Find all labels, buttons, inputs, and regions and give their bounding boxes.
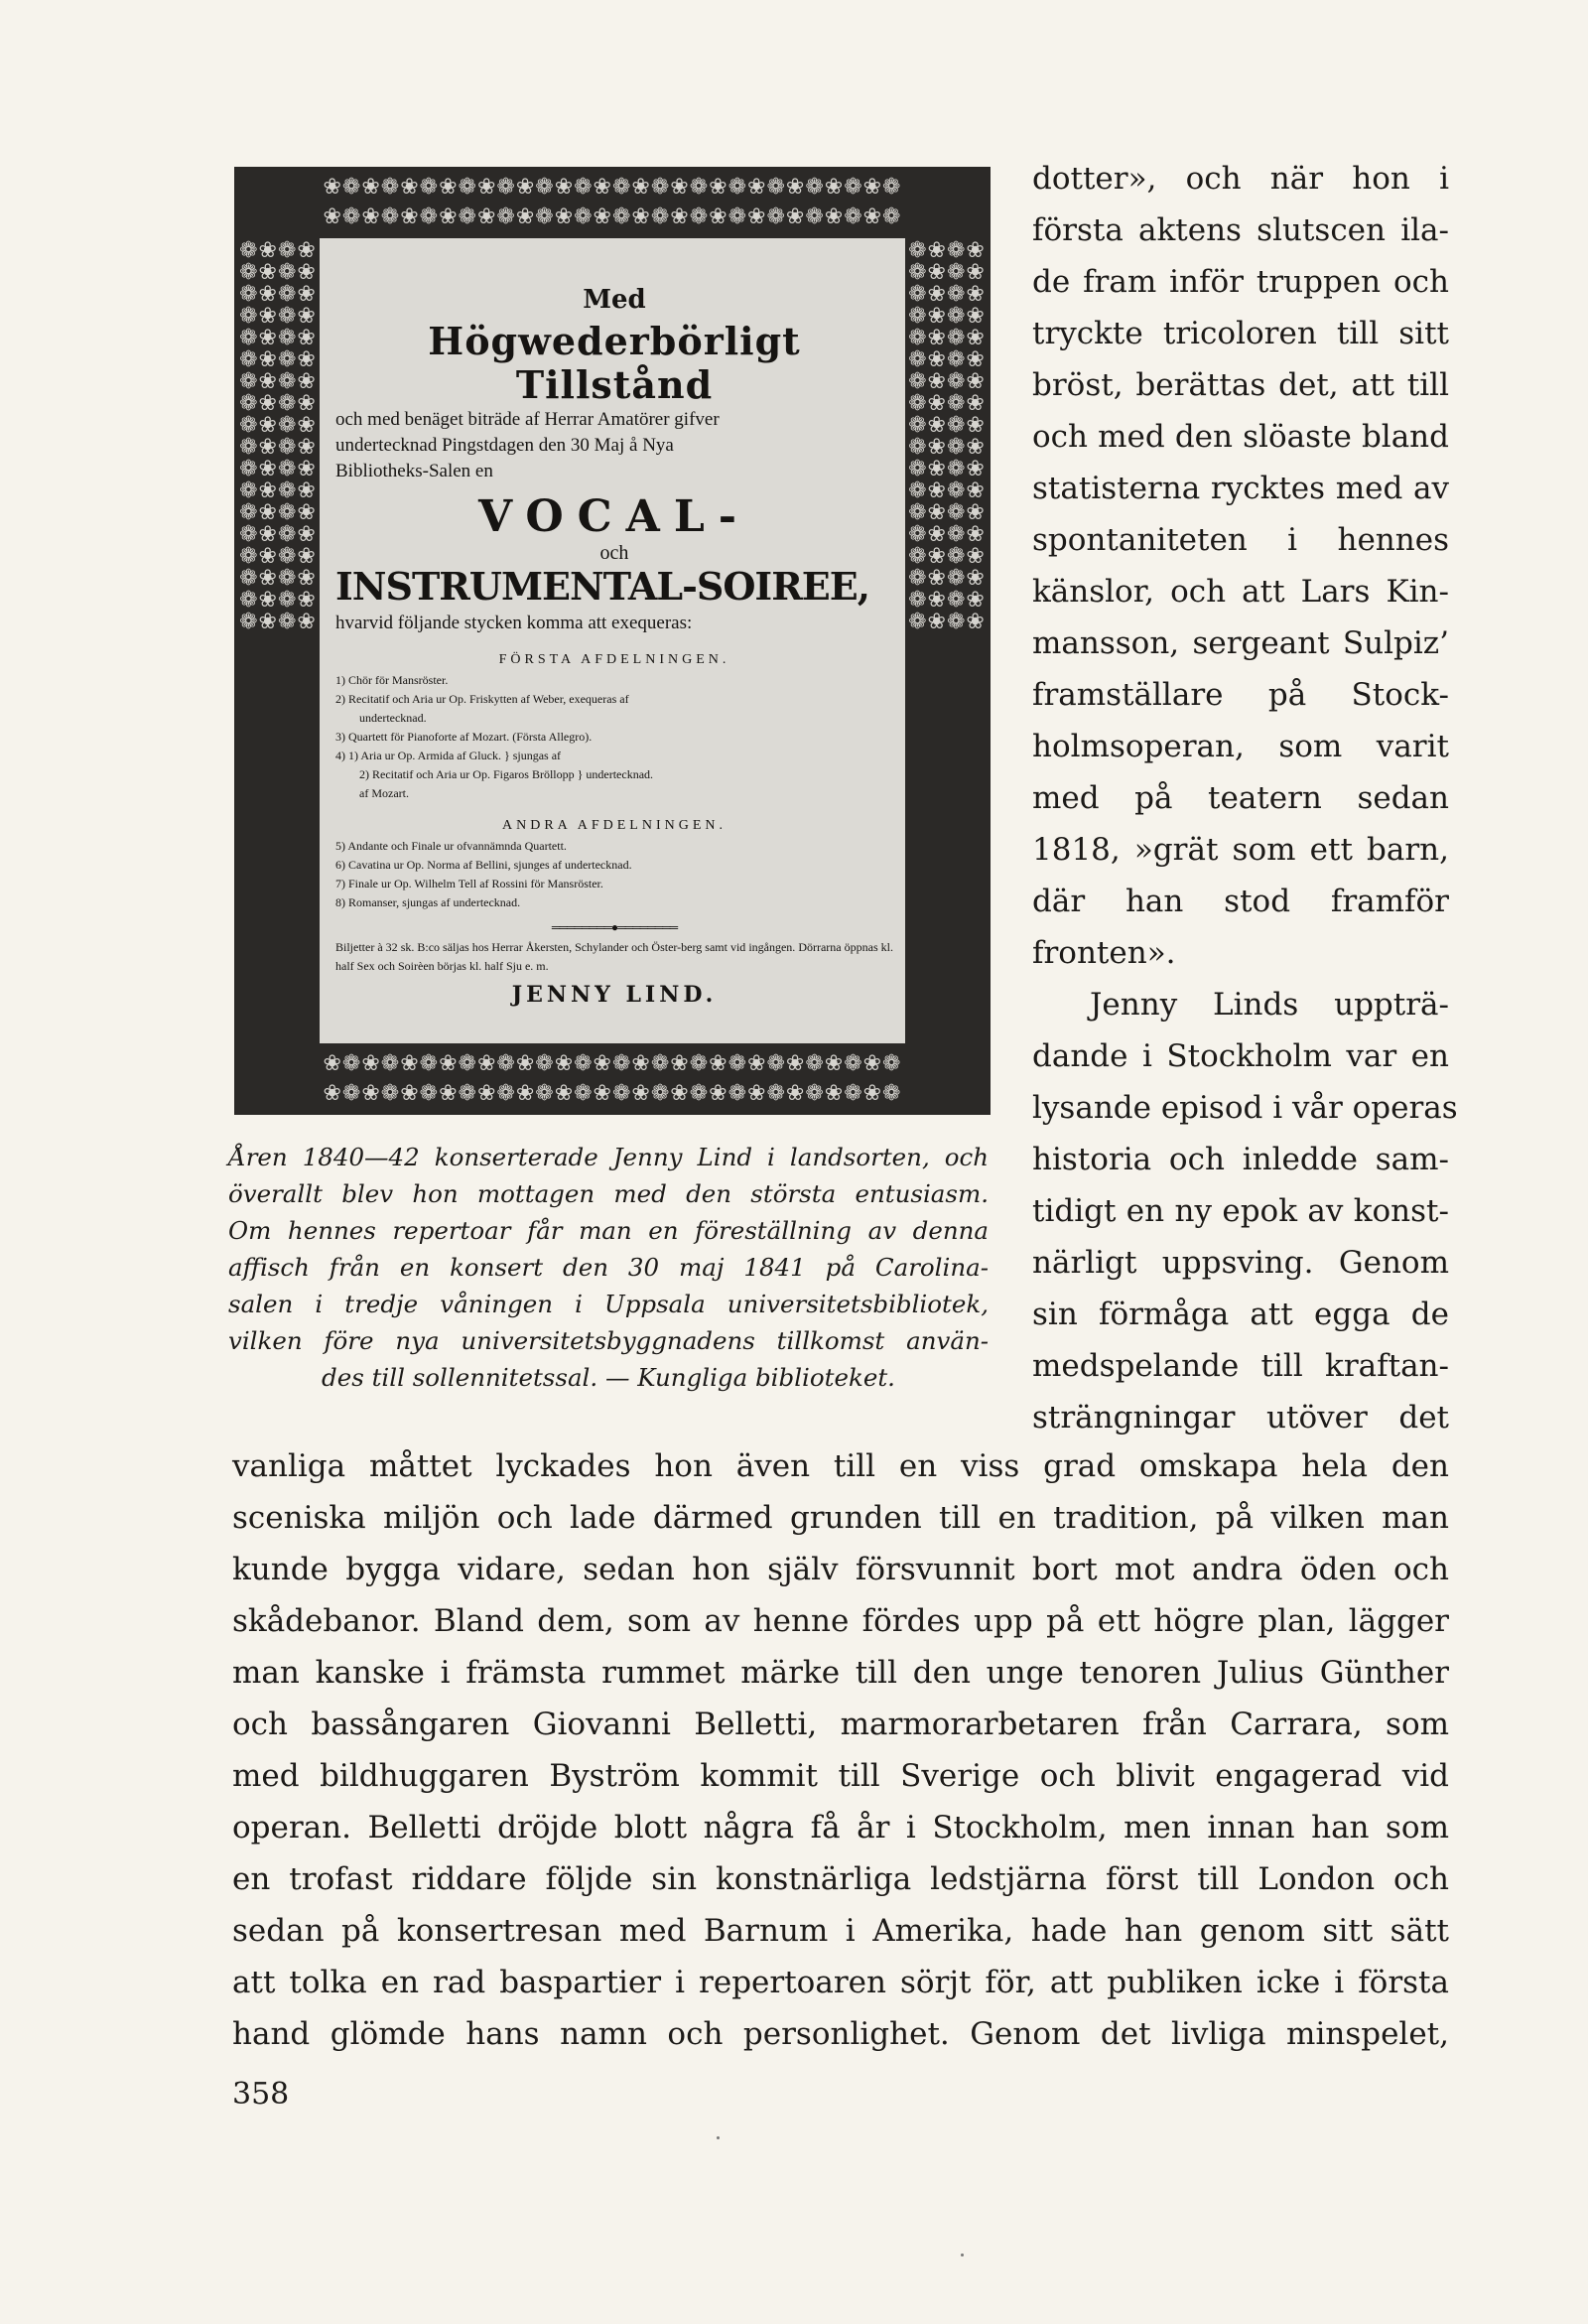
- text-line: Jenny Linds uppträ-: [1090, 987, 1449, 1023]
- text-line: historia och inledde sam-: [1032, 1142, 1449, 1177]
- poster-text-area: [320, 238, 905, 1043]
- text-line: framställare på Stock-: [1032, 677, 1449, 713]
- caption-line: vilken före nya universitetsbyggnadens tillkomst använ-: [228, 1326, 989, 1355]
- page-number: 358: [232, 2077, 290, 2112]
- text-line: spontaniteten i hennes: [1032, 522, 1449, 558]
- ornament-row-bottom-2: ❀❁❀❁❀❁❀❁❀❁❀❁❀❁❀❁❀❁❀❁❀❁❀❁❀❁❀❁❀❁: [323, 1083, 902, 1105]
- program-item: 8) Romanser, sjungas af undertecknad.: [335, 895, 521, 909]
- text-line: med på teatern sedan: [1032, 780, 1449, 816]
- text-line: tryckte tricoloren till sitt: [1032, 316, 1449, 351]
- poster-separator: ════════●════════: [551, 920, 678, 934]
- text-line: 1818, »grät som ett barn,: [1032, 832, 1449, 868]
- caption-line: Om hennes repertoar får man en föreställning av denna: [228, 1216, 989, 1245]
- text-line: och bassångaren Giovanni Belletti, marmorarbetaren från Carrara, som: [232, 1707, 1449, 1742]
- text-line: att tolka en rad baspartier i repertoaren sörjt för, att publiken icke i första: [232, 1965, 1449, 2000]
- program-item: 2) Recitatif och Aria ur Op. Figaros Bröllopp } undertecknad.: [359, 767, 654, 781]
- text-line: statisterna rycktes med av: [1032, 471, 1449, 506]
- caption-line: affisch från en konsert den 30 maj 1841 på Carolina-: [228, 1253, 989, 1282]
- ornament-column-left: ❁❀❁❀❁❀❁❀❁❀❁❀❁❀❁❀❁❀❁❀❁❀❁❀❁❀❁❀❁❀❁❀❁❀❁❀❁❀❁❀❁❀❁❀❁❀❁❀❁❀❁❀❁❀❁❀❁❀❁❀❁❀❁❀❁❀❁❀❁❀❁❀: [239, 240, 317, 634]
- text-line: mansson, sergeant Sulpiz’: [1032, 625, 1449, 661]
- text-line: första aktens slutscen ila-: [1032, 212, 1449, 248]
- poster-section-first: FÖRSTA AFDELNINGEN.: [498, 652, 730, 667]
- text-line: sedan på konsertresan med Barnum i Amerika, hade han genom sitt sätt: [232, 1913, 1449, 1949]
- ornament-row-top-1: ❀❁❀❁❀❁❀❁❀❁❀❁❀❁❀❁❀❁❀❁❀❁❀❁❀❁❀❁❀❁: [323, 177, 902, 199]
- text-line: tidigt en ny epok av konst-: [1032, 1193, 1449, 1229]
- program-item: 6) Cavatina ur Op. Norma af Bellini, sjunges af undertecknad.: [335, 858, 632, 872]
- poster-signature: JENNY LIND.: [511, 982, 718, 1008]
- text-line: dotter», och när hon i: [1032, 161, 1449, 197]
- program-item: 4) 1) Aria ur Op. Armida af Gluck. } sjungas af: [335, 749, 562, 762]
- text-line: en trofast riddare följde sin konstnärliga ledstjärna först till London och: [232, 1861, 1449, 1897]
- text-line: operan. Belletti dröjde blott några få år i Stockholm, men innan han som: [232, 1810, 1449, 1846]
- program-item: 5) Andante och Finale ur ofvannämnda Quartett.: [335, 839, 567, 853]
- poster-intro-line: och med benäget biträde af Herrar Amatörer gifver: [335, 409, 720, 430]
- text-line: bröst, berättas det, att till: [1032, 367, 1449, 403]
- ornament-column-right: ❁❀❁❀❁❀❁❀❁❀❁❀❁❀❁❀❁❀❁❀❁❀❁❀❁❀❁❀❁❀❁❀❁❀❁❀❁❀❁❀❁❀❁❀❁❀❁❀❁❀❁❀❁❀❁❀❁❀❁❀❁❀❁❀❁❀❁❀❁❀❁❀: [908, 240, 986, 634]
- concert-poster: [234, 167, 991, 1115]
- poster-intro-line: undertecknad Pingstdagen den 30 Maj å Nya: [335, 435, 674, 456]
- program-item: af Mozart.: [359, 786, 409, 800]
- caption-line: des till sollennitetssal. — Kungliga biblioteket.: [322, 1363, 895, 1392]
- poster-heading: Högwederbörligt Tillstånd: [428, 319, 801, 407]
- poster-med: Med: [583, 285, 646, 315]
- poster-vocal: VOCAL-: [477, 491, 751, 542]
- program-item: 1) Chör för Mansröster.: [335, 673, 449, 687]
- text-line: sin förmåga att egga de: [1032, 1297, 1449, 1332]
- program-item: 7) Finale ur Op. Wilhelm Tell af Rossini för Mansröster.: [335, 877, 603, 890]
- figure-caption: [228, 1139, 989, 1396]
- text-line: där han stod framför: [1032, 884, 1449, 919]
- text-line: känslor, och att Lars Kin-: [1032, 574, 1449, 610]
- poster-och: och: [599, 542, 629, 564]
- ornament-row-top-2: ❀❁❀❁❀❁❀❁❀❁❀❁❀❁❀❁❀❁❀❁❀❁❀❁❀❁❀❁❀❁: [323, 206, 902, 228]
- text-line: man kanske i främsta rummet märke till den unge tenoren Julius Günther: [232, 1655, 1449, 1691]
- text-line: strängningar utöver det: [1032, 1400, 1449, 1435]
- right-column-text: [1032, 153, 1458, 1443]
- poster-ticket-info: Biljetter à 32 sk. B:co säljas hos Herrar Åkersten, Schylander och Öster-berg samt vid ingången. Dörrarna öppnas kl. half Sex och Soirèen börjas kl. half Sju e. m.: [335, 940, 893, 973]
- text-line: vanliga måttet lyckades hon även till en viss grad omskapa hela den: [232, 1448, 1449, 1484]
- poster-intro-line: Bibliotheks-Salen en: [335, 461, 493, 481]
- text-line: fronten».: [1032, 935, 1176, 971]
- poster-instrumental-soiree: INSTRUMENTAL-SOIREE,: [335, 564, 869, 609]
- text-line: närligt uppsving. Genom: [1032, 1245, 1449, 1281]
- caption-line: Åren 1840—42 konserterade Jenny Lind i landsorten, och: [228, 1143, 989, 1171]
- text-line: och med den slöaste bland: [1032, 419, 1449, 455]
- text-line: lysande episod i vår operas: [1032, 1090, 1458, 1126]
- text-line: dande i Stockholm var en: [1032, 1038, 1449, 1074]
- text-line: kunde bygga vidare, sedan hon själv försvunnit bort mot andra öden och: [232, 1552, 1449, 1587]
- poster-hvarvid: hvarvid följande stycken komma att exequeras:: [335, 613, 693, 633]
- text-line: skådebanor. Bland dem, som av henne fördes upp på ett högre plan, lägger: [232, 1603, 1449, 1639]
- program-item: undertecknad.: [359, 711, 427, 725]
- full-width-text: [232, 1440, 1449, 2060]
- text-line: medspelande till kraftan-: [1032, 1348, 1449, 1384]
- ornament-row-bottom-1: ❀❁❀❁❀❁❀❁❀❁❀❁❀❁❀❁❀❁❀❁❀❁❀❁❀❁❀❁❀❁: [323, 1053, 902, 1075]
- poster-section-second: ANDRA AFDELNINGEN.: [502, 818, 727, 833]
- caption-line: salen i tredje våningen i Uppsala universitetsbibliotek,: [228, 1290, 989, 1318]
- text-line: holmsoperan, som varit: [1032, 729, 1449, 764]
- caption-line: överallt blev hon mottagen med den största entusiasm.: [228, 1179, 989, 1208]
- text-line: de fram inför truppen och: [1032, 264, 1449, 300]
- text-line: med bildhuggaren Byström kommit till Sverige och blivit engagerad vid: [232, 1758, 1449, 1794]
- paper-speck: [961, 2254, 964, 2256]
- paper-speck: [717, 2136, 720, 2139]
- program-item: 3) Quartett för Pianoforte af Mozart. (Första Allegro).: [335, 730, 593, 744]
- text-line: hand glömde hans namn och personlighet. Genom det livliga minspelet,: [232, 2016, 1449, 2052]
- program-item: 2) Recitatif och Aria ur Op. Friskytten af Weber, exequeras af: [335, 692, 629, 706]
- text-line: sceniska miljön och lade därmed grunden till en tradition, på vilken man: [232, 1500, 1449, 1536]
